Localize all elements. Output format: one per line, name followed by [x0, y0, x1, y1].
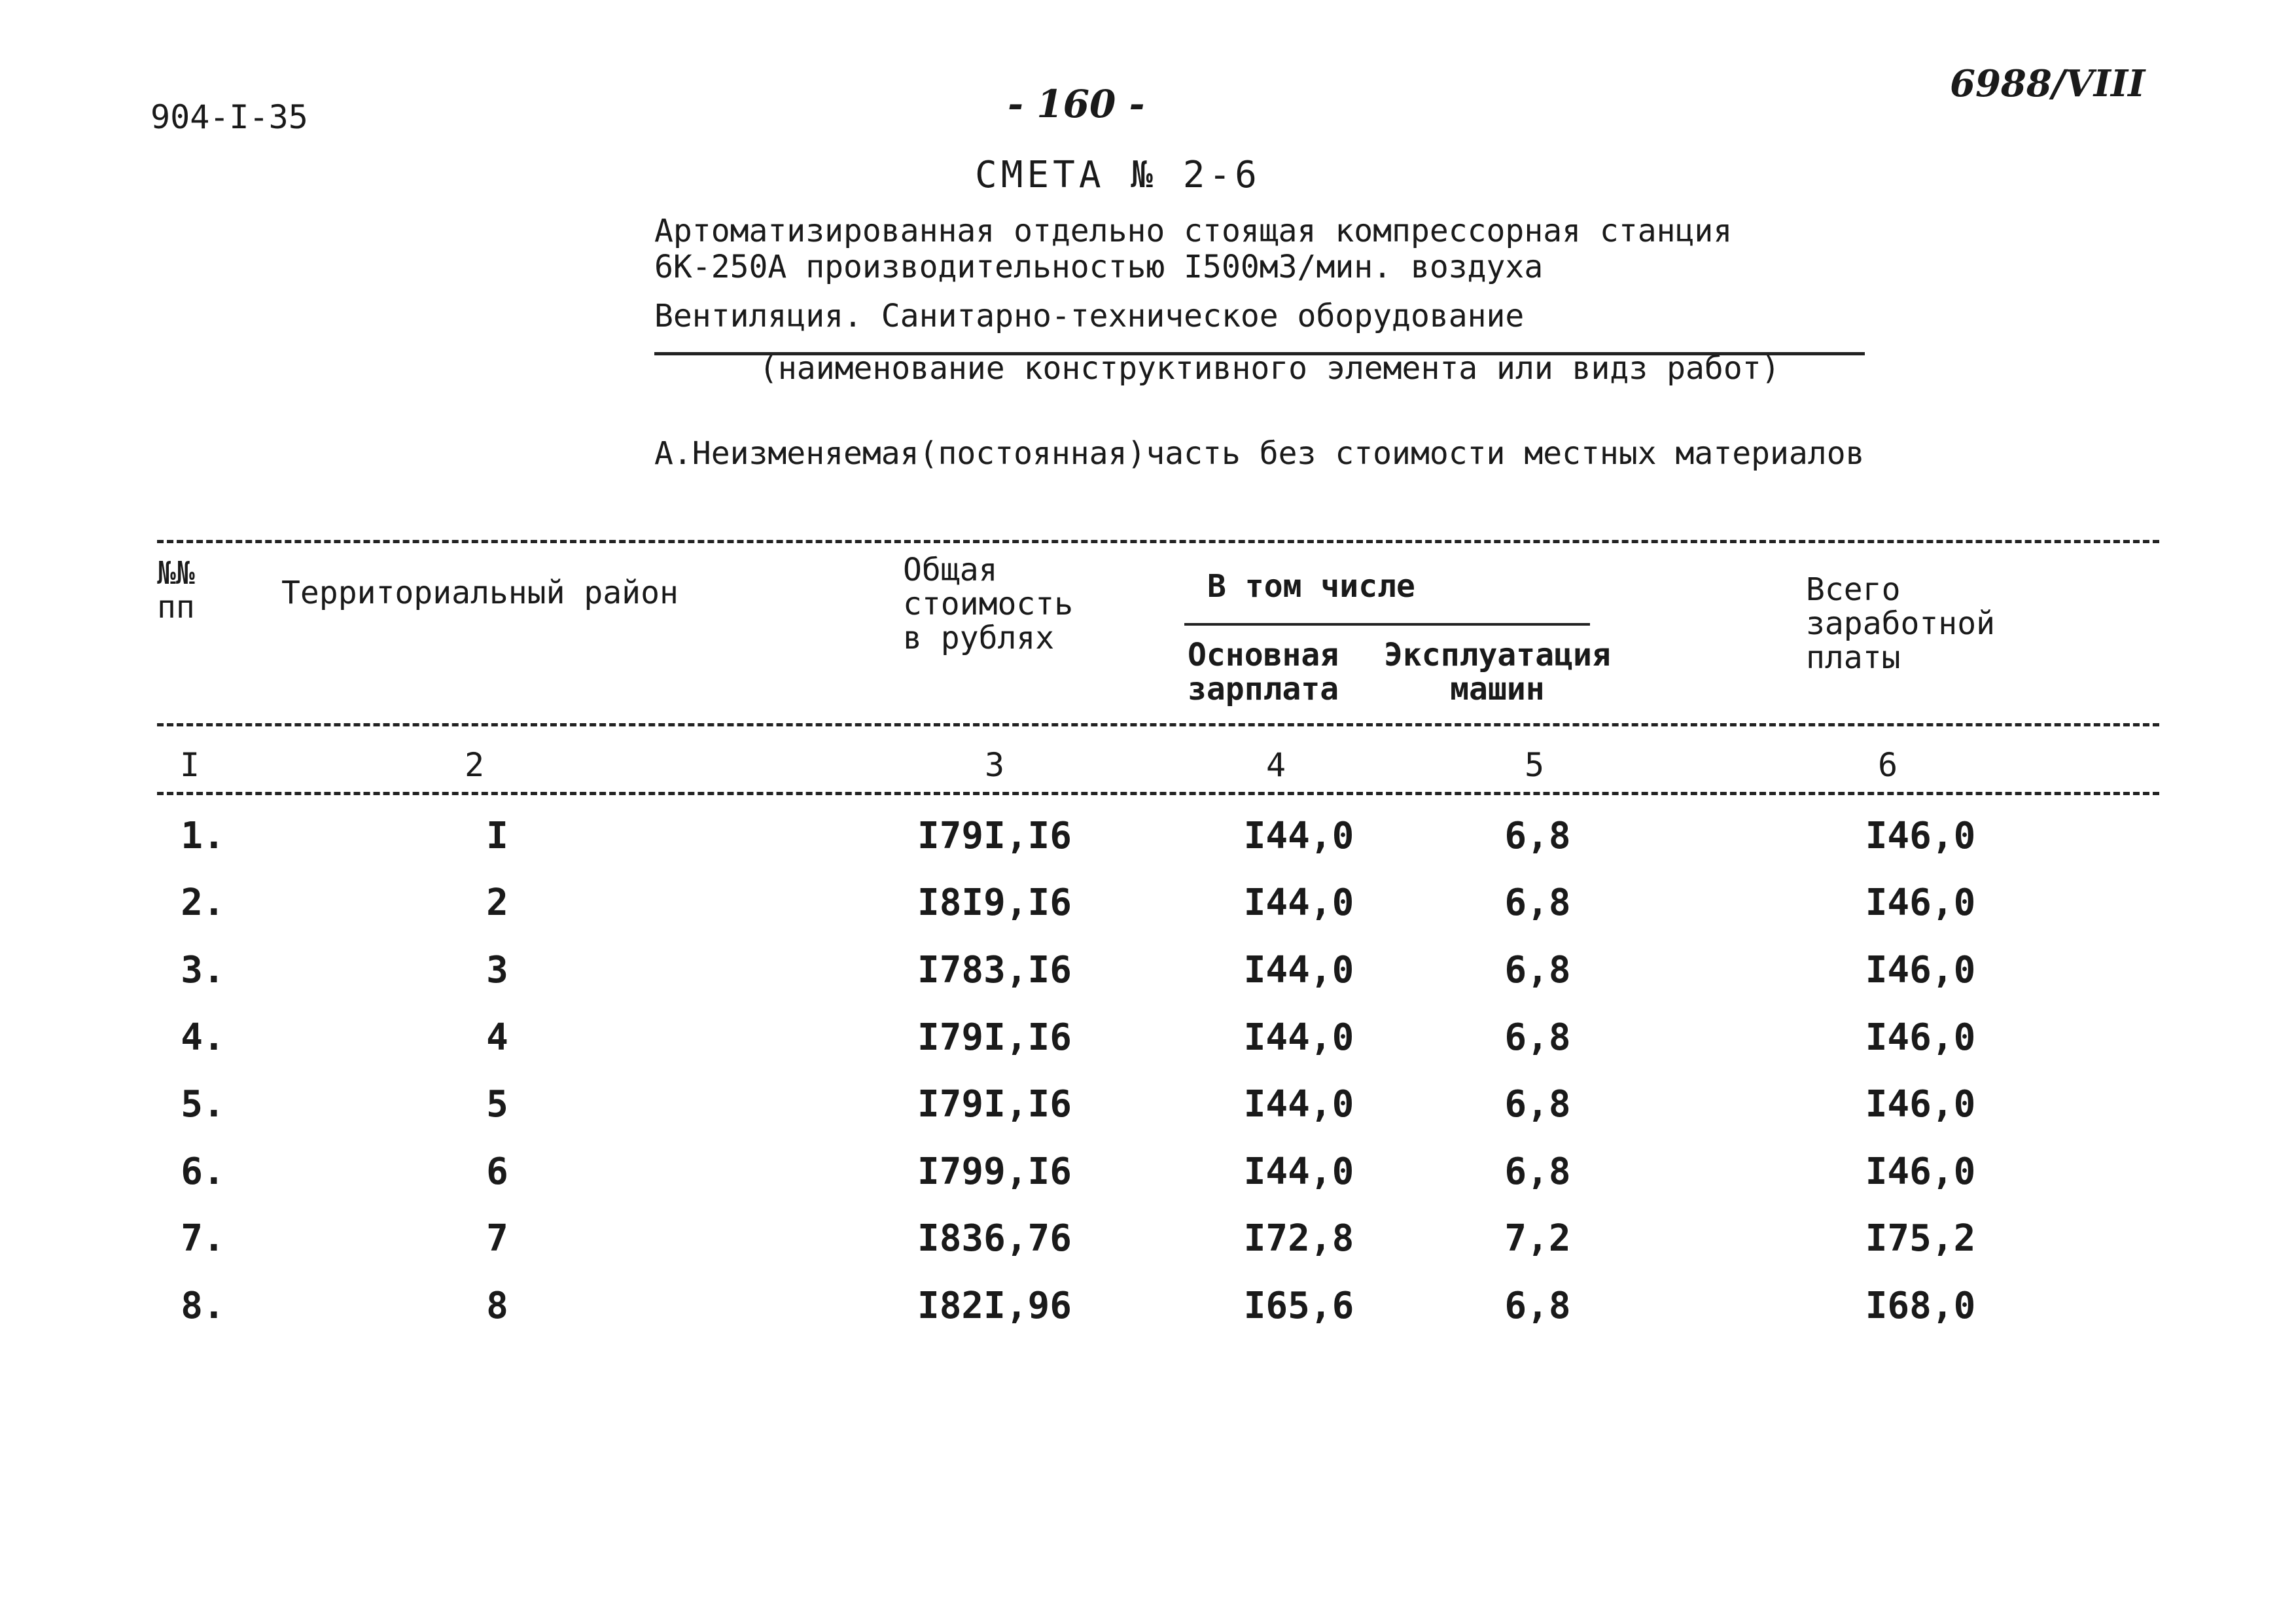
- row-base-wage: I72,8: [1243, 1217, 1354, 1260]
- table-row: [0, 815, 2296, 880]
- row-base-wage: I44,0: [1243, 1016, 1354, 1059]
- row-base-wage: I44,0: [1243, 815, 1354, 857]
- row-total-wage: I46,0: [1865, 815, 1976, 857]
- row-total-wage: I68,0: [1865, 1285, 1976, 1327]
- row-region: 7: [486, 1217, 508, 1260]
- row-num: 4.: [181, 1016, 225, 1059]
- row-num: 3.: [181, 949, 225, 991]
- row-total-cost: I8I9,I6: [917, 882, 1072, 924]
- estimate-title: СМЕТА № 2-6: [975, 154, 1261, 196]
- row-machine-use: 6,8: [1504, 1016, 1571, 1059]
- row-machine-use: 6,8: [1504, 1285, 1571, 1327]
- row-num: 8.: [181, 1285, 225, 1327]
- row-num: 7.: [181, 1217, 225, 1260]
- column-number-5: 5: [1525, 746, 1545, 784]
- description-line-1: Артоматизированная отдельно стоящая компрессорная станция: [654, 213, 1733, 249]
- table-row: [0, 1016, 2296, 1082]
- row-base-wage: I44,0: [1243, 1150, 1354, 1193]
- header-base-wage: Основная зарплата: [1188, 637, 1339, 707]
- column-number-3: 3: [985, 746, 1005, 784]
- row-total-cost: I79I,I6: [917, 1016, 1072, 1059]
- header-including: В том числе: [1207, 568, 1415, 605]
- row-total-cost: I79I,I6: [917, 1083, 1072, 1126]
- table-row: [0, 1083, 2296, 1149]
- description-line-2: 6К-250А производительностью I500м3/мин. воздуха: [654, 249, 1544, 285]
- row-machine-use: 6,8: [1504, 815, 1571, 857]
- row-base-wage: I65,6: [1243, 1285, 1354, 1327]
- column-number-6: 6: [1878, 746, 1898, 784]
- row-total-wage: I46,0: [1865, 1150, 1976, 1193]
- row-total-cost: I82I,96: [917, 1285, 1072, 1327]
- row-base-wage: I44,0: [1243, 1083, 1354, 1126]
- row-base-wage: I44,0: [1243, 882, 1354, 924]
- row-machine-use: 6,8: [1504, 882, 1571, 924]
- row-region: 3: [486, 949, 508, 991]
- row-total-cost: I836,76: [917, 1217, 1072, 1260]
- row-total-cost: I783,I6: [917, 949, 1072, 991]
- row-base-wage: I44,0: [1243, 949, 1354, 991]
- row-machine-use: 6,8: [1504, 1083, 1571, 1126]
- row-total-wage: I46,0: [1865, 1016, 1976, 1059]
- header-machine-use: Эксплуатация машин: [1384, 637, 1611, 707]
- section-title: А.Неизменяемая(постоянная)часть без стоимости местных материалов: [654, 435, 1865, 472]
- row-region: 2: [486, 882, 508, 924]
- row-num: 2.: [181, 882, 225, 924]
- column-number-rule: [157, 792, 2159, 795]
- header-region: Территориальный район: [281, 575, 679, 611]
- row-num: 5.: [181, 1083, 225, 1126]
- table-row: [0, 1150, 2296, 1216]
- work-type-caption: (наименование конструктивного элемента или видз работ): [759, 350, 1780, 387]
- table-row: [0, 1285, 2296, 1350]
- row-machine-use: 6,8: [1504, 1150, 1571, 1193]
- document-code: 904-I-35: [150, 98, 308, 136]
- table-row: [0, 1217, 2296, 1283]
- archive-number: 6988/VIII: [1950, 62, 2146, 105]
- row-machine-use: 6,8: [1504, 949, 1571, 991]
- row-num: 6.: [181, 1150, 225, 1193]
- including-underline: [1184, 623, 1590, 626]
- row-total-wage: I75,2: [1865, 1217, 1976, 1260]
- header-total-wage: Всего заработной платы: [1806, 571, 1995, 676]
- table-top-rule: [157, 540, 2159, 543]
- column-number-1: I: [180, 746, 200, 784]
- column-number-2: 2: [465, 746, 485, 784]
- page-number: - 160 -: [1008, 82, 1145, 126]
- header-bottom-rule: [157, 723, 2159, 726]
- row-region: 4: [486, 1016, 508, 1059]
- row-total-wage: I46,0: [1865, 949, 1976, 991]
- table-row: [0, 949, 2296, 1014]
- header-total-cost: Общая стоимость в рублях: [903, 552, 1074, 656]
- row-region: 8: [486, 1285, 508, 1327]
- row-region: 5: [486, 1083, 508, 1126]
- row-region: I: [486, 815, 508, 857]
- row-machine-use: 7,2: [1504, 1217, 1571, 1260]
- row-total-wage: I46,0: [1865, 1083, 1976, 1126]
- row-total-cost: I799,I6: [917, 1150, 1072, 1193]
- column-number-4: 4: [1266, 746, 1286, 784]
- row-num: 1.: [181, 815, 225, 857]
- header-num: №№ пп: [157, 555, 195, 626]
- row-total-wage: I46,0: [1865, 882, 1976, 924]
- row-region: 6: [486, 1150, 508, 1193]
- description-line-3: Вентиляция. Санитарно-техническое оборудование: [654, 298, 1525, 334]
- table-row: [0, 882, 2296, 947]
- row-total-cost: I79I,I6: [917, 815, 1072, 857]
